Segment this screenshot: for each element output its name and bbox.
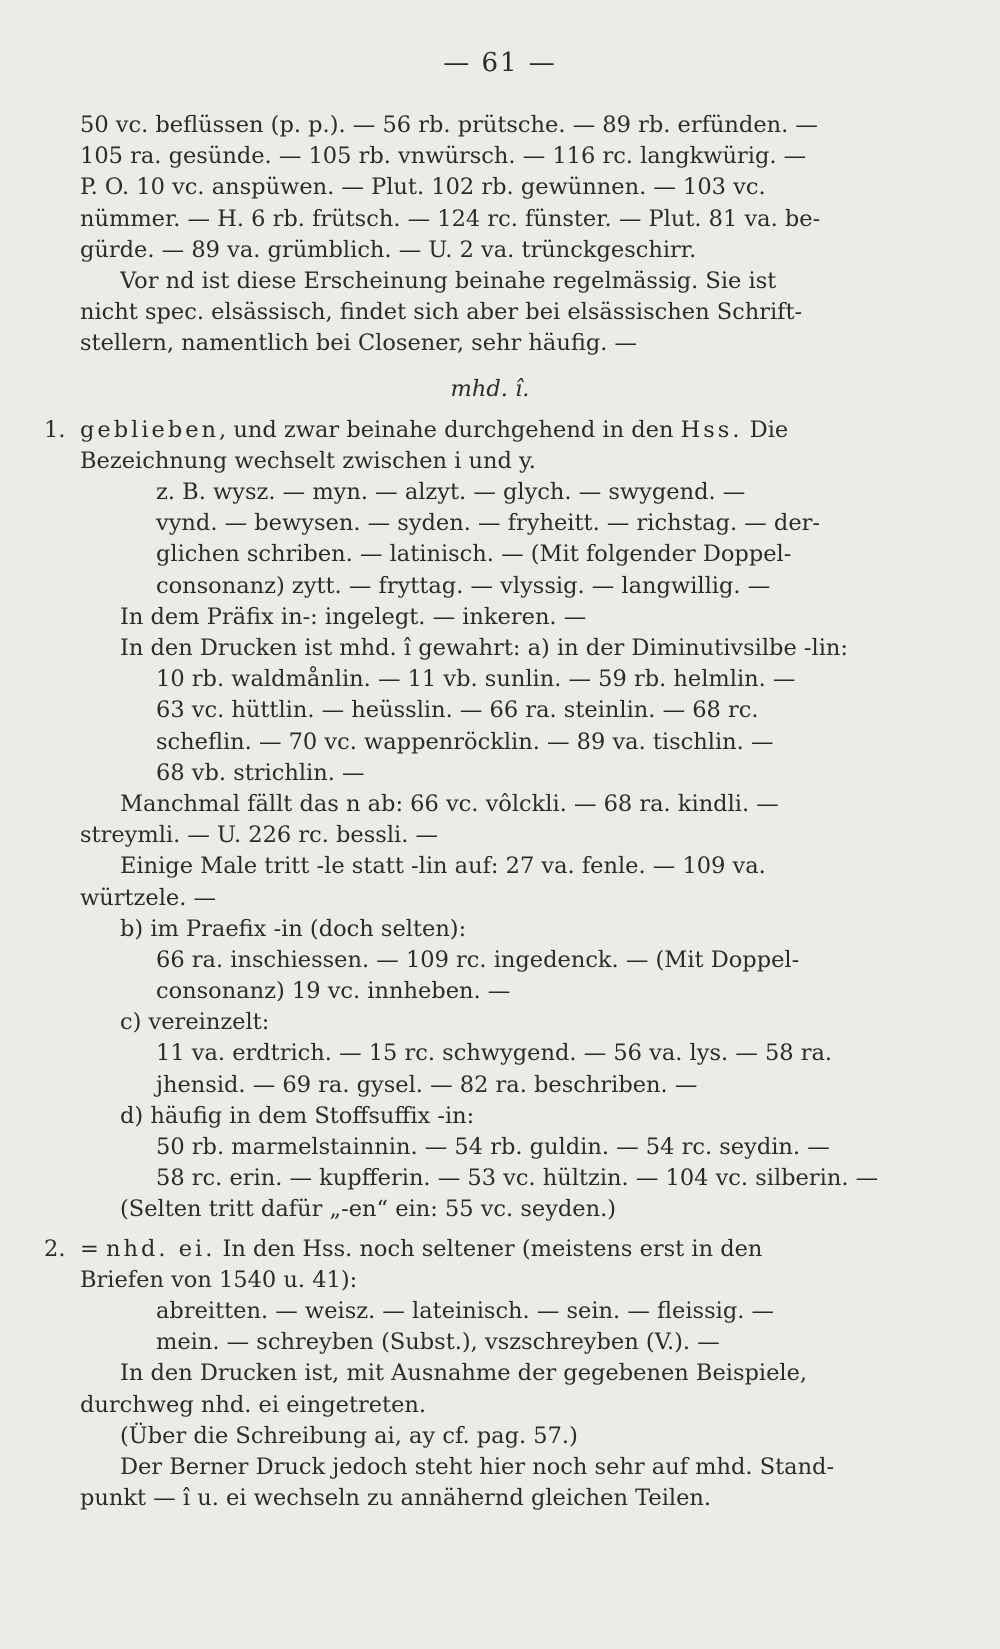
section-number: 2. bbox=[44, 1235, 66, 1262]
text-span: In den Hss. noch seltener (meistens erst in den bbox=[215, 1235, 763, 1262]
text-line: b) im Praefix -in (doch selten): bbox=[120, 915, 467, 942]
text-line: d) häufig in dem Stoffsuffix -in: bbox=[120, 1102, 475, 1129]
text-line: z. B. wysz. — myn. — alzyt. — glych. — swygend. — bbox=[156, 479, 746, 506]
text-line: vynd. — bewysen. — syden. — fryheitt. — richstag. — der- bbox=[156, 510, 821, 537]
text-span: Die bbox=[742, 416, 789, 443]
spacer bbox=[80, 1226, 900, 1234]
text-line: In dem Präfix in-: ingelegt. — inkeren. — bbox=[120, 603, 587, 630]
text-line: 105 ra. gesünde. — 105 rb. vnwürsch. — 116 rc. langkwürig. — bbox=[80, 143, 807, 170]
text-line: abreitten. — weisz. — lateinisch. — sein. — fleissig. — bbox=[156, 1297, 775, 1324]
text-line: scheflin. — 70 vc. wappenröcklin. — 89 va. tischlin. — bbox=[156, 728, 774, 755]
text-line: 66 ra. inschiessen. — 109 rc. ingedenck. — (Mit Doppel- bbox=[156, 946, 800, 973]
section-1 bbox=[44, 415, 900, 1226]
text-line: consonanz) zytt. — fryttag. — vlyssig. — langwillig. — bbox=[156, 572, 771, 599]
text-line: 10 rb. waldmånlin. — 11 vb. sunlin. — 59 rb. helmlin. — bbox=[156, 666, 796, 693]
text-line: (Selten tritt dafür „-en“ ein: 55 vc. seyden.) bbox=[120, 1196, 617, 1223]
paragraph-vor-nd bbox=[80, 266, 900, 360]
text-line: streymli. — U. 226 rc. bessli. — bbox=[80, 822, 439, 849]
text-line: glichen schriben. — latinisch. — (Mit folgender Doppel- bbox=[156, 541, 792, 568]
text-line: 63 vc. hüttlin. — heüsslin. — 66 ra. steinlin. — 68 rc. bbox=[156, 697, 759, 724]
text-line: In den Drucken ist, mit Ausnahme der gegebenen Beispiele, bbox=[120, 1360, 808, 1387]
text-line: (Über die Schreibung ai, ay cf. pag. 57.) bbox=[120, 1422, 578, 1449]
text-line: mein. — schreyben (Subst.), vszschreyben (V.). — bbox=[156, 1329, 720, 1356]
text-line: punkt — î u. ei wechseln zu annähernd gleichen Teilen. bbox=[80, 1485, 712, 1512]
text-line: 50 vc. beflüssen (p. p.). — 56 rb. prütsche. — 89 rb. erfünden. — bbox=[80, 112, 818, 138]
text-line: durchweg nhd. ei eingetreten. bbox=[80, 1391, 427, 1418]
intro-examples bbox=[80, 110, 900, 266]
text-span: = bbox=[80, 1235, 107, 1262]
body-text bbox=[44, 110, 900, 1514]
text-line: nicht spec. elsässisch, findet sich aber bei elsässischen Schrift- bbox=[80, 299, 803, 326]
section-2-first-line bbox=[44, 1234, 900, 1265]
spaced-term: Hss. bbox=[680, 416, 743, 443]
text-line: Manchmal fällt das n ab: 66 vc. vôlckli. — 68 ra. kindli. — bbox=[120, 790, 779, 817]
text-line: In den Drucken ist mhd. î gewahrt: a) in der Diminutivsilbe -lin: bbox=[120, 635, 848, 662]
text-line: nümmer. — H. 6 rb. frütsch. — 124 rc. fünster. — Plut. 81 va. be- bbox=[80, 205, 821, 232]
text-line: consonanz) 19 vc. innheben. — bbox=[156, 978, 511, 1005]
section-1-first-line bbox=[44, 415, 900, 446]
text-line: c) vereinzelt: bbox=[120, 1009, 270, 1036]
text-line: Einige Male tritt -le statt -lin auf: 27 va. fenle. — 109 va. bbox=[120, 853, 766, 880]
text-line: P. O. 10 vc. anspüwen. — Plut. 102 rb. gewünnen. — 103 vc. bbox=[80, 174, 766, 201]
text-line: stellern, namentlich bei Closener, sehr häufig. — bbox=[80, 330, 638, 357]
text-line: jhensid. — 69 ra. gysel. — 82 ra. beschriben. — bbox=[156, 1071, 698, 1098]
text-line: 58 rc. erin. — kupfferin. — 53 vc. hültzin. — 104 vc. silberin. — bbox=[156, 1165, 879, 1192]
text-span: , und zwar beinahe durchgehend in den bbox=[219, 416, 681, 443]
spaced-term: geblieben bbox=[80, 416, 220, 443]
section-number: 1. bbox=[44, 416, 66, 443]
section-heading: mhd. î. bbox=[450, 375, 530, 402]
section-2 bbox=[44, 1234, 900, 1515]
text-line: Bezeichnung wechselt zwischen i und y. bbox=[80, 447, 536, 474]
text-line: 50 rb. marmelstainnin. — 54 rb. guldin. — 54 rc. seydin. — bbox=[156, 1134, 830, 1161]
text-line: Briefen von 1540 u. 41): bbox=[80, 1266, 358, 1293]
spaced-term: nhd. ei. bbox=[106, 1235, 216, 1262]
text-line: Vor nd ist diese Erscheinung beinahe regelmässig. Sie ist bbox=[120, 267, 777, 294]
text-line: gürde. — 89 va. grümblich. — U. 2 va. trünckgeschirr. bbox=[80, 236, 697, 263]
text-line: 11 va. erdtrich. — 15 rc. schwygend. — 56 va. lys. — 58 ra. bbox=[156, 1040, 833, 1067]
page-number: — 61 — bbox=[443, 48, 557, 78]
text-line: Der Berner Druck jedoch steht hier noch sehr auf mhd. Stand- bbox=[120, 1453, 835, 1480]
text-line: würtzele. — bbox=[80, 884, 217, 911]
text-line: 68 vb. strichlin. — bbox=[156, 759, 365, 786]
